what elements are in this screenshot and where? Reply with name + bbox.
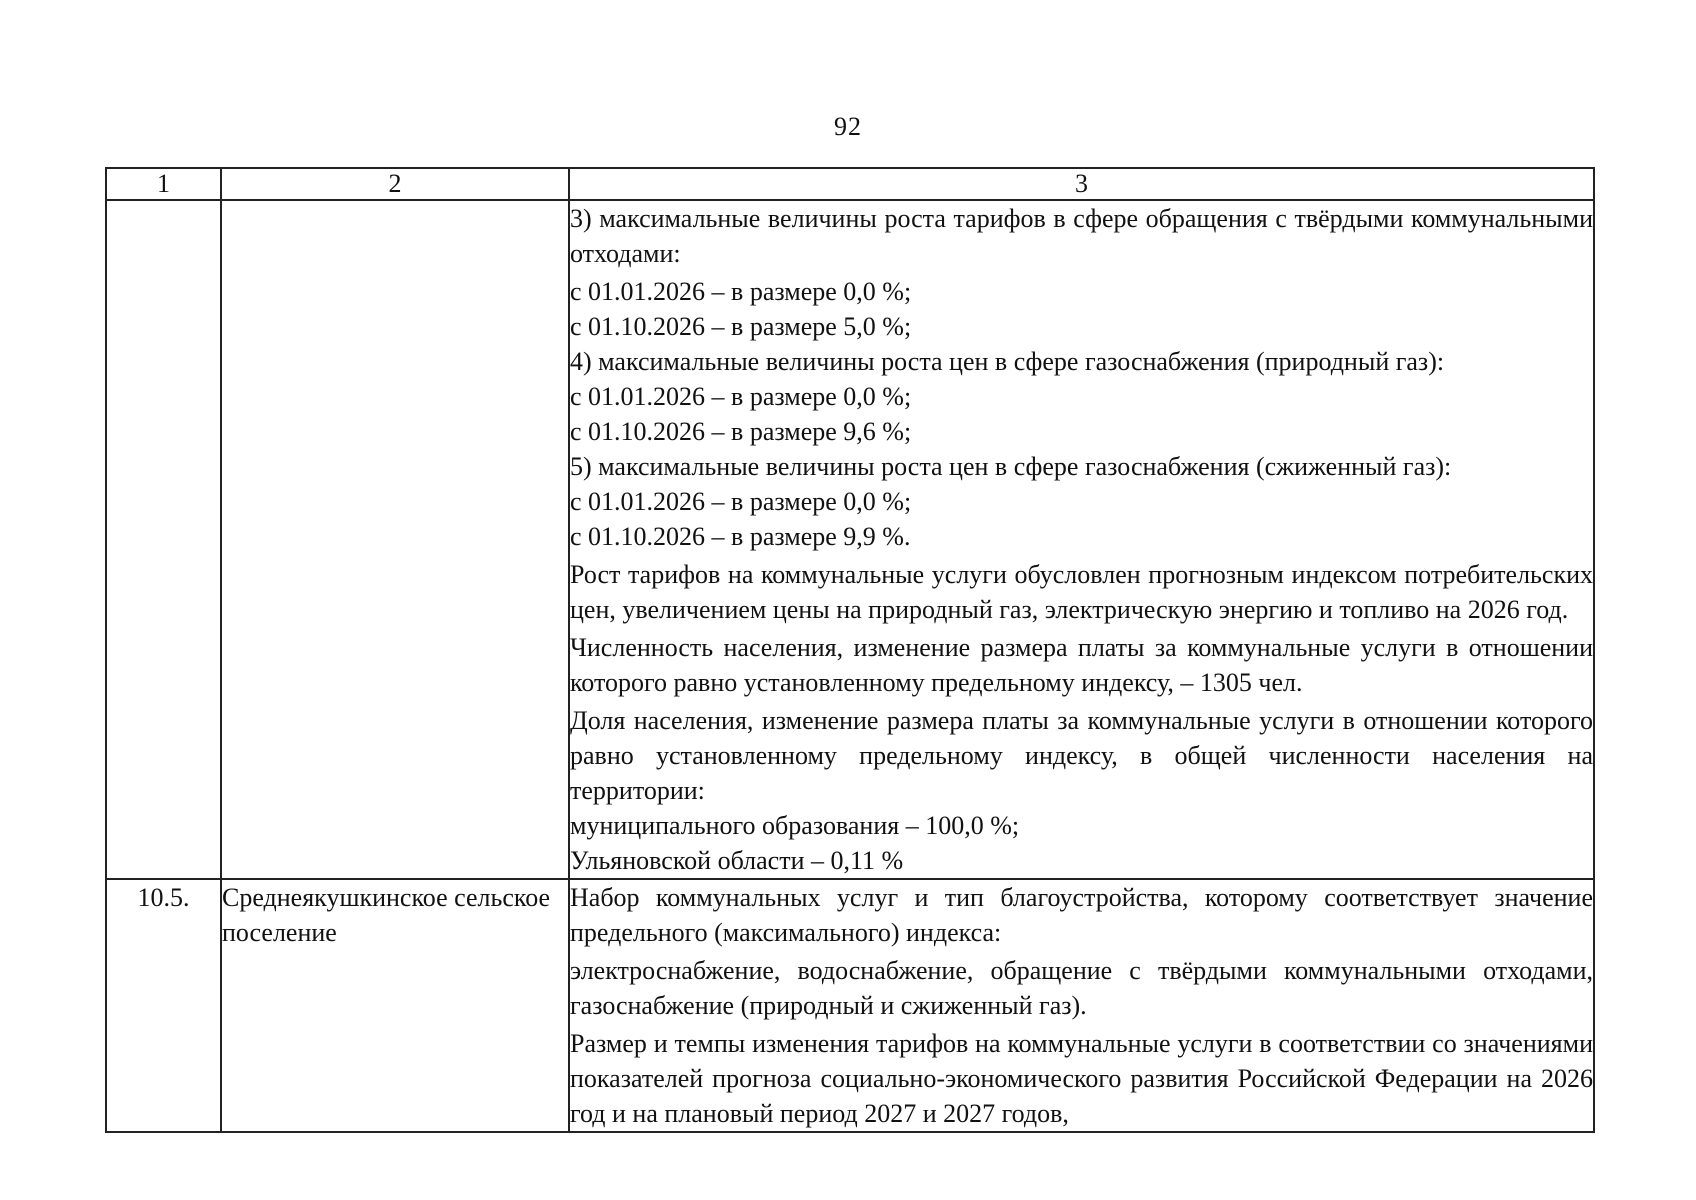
share-line: Ульяновской области – 0,11 % [570,846,904,875]
tariff-table [105,167,1595,1133]
paragraph: Рост тарифов на коммунальные услуги обусловлен прогнозным индексом потребительских цен, увеличением цены на природный газ, электрическую энергию и топливо на 2026 год. [570,560,1593,624]
paragraph: Набор коммунальных услуг и тип благоустройства, которому соответствует значение предельного (максимального) индекса: [570,883,1593,947]
municipality-name-cell [221,200,569,879]
table-header-row [106,168,1594,200]
content-cell [569,879,1594,1132]
column-header-1: 1 [106,168,221,200]
paragraph: Численность населения, изменение размера платы за коммунальные услуги в отношении которого равно установленному предельному индексу, – 1305 чел. [570,633,1593,697]
page-number: 92 [834,112,862,141]
paragraph: 5) максимальные величины роста цен в сфере газоснабжения (сжиженный газ): [570,452,1452,481]
municipality-name-cell: Среднеякушкинское сельское поселение [221,879,569,1132]
date-rate-line: с 01.01.2026 – в размере 0,0 %; [570,487,912,516]
content-cell [569,200,1594,879]
paragraph: 3) максимальные величины роста тарифов в сфере обращения с твёрдыми коммунальными отходами: [570,204,1593,268]
paragraph: Размер и темпы изменения тарифов на коммунальные услуги в соответствии со значениями показателей прогноза социально-экономического развития Российской Федерации на 2026 год и на плановый период 2027 и 2027 годов, [570,1029,1593,1128]
row-number-cell [106,200,221,879]
column-header-2: 2 [221,168,569,200]
column-header-3: 3 [569,168,1594,200]
date-rate-line: с 01.01.2026 – в размере 0,0 %; [570,277,912,306]
table-row [106,879,1594,1132]
date-rate-line: с 01.10.2026 – в размере 9,6 %; [570,417,912,446]
paragraph: Доля населения, изменение размера платы за коммунальные услуги в отношении которого равно установленному предельному индексу, в общей численности населения на территории: [570,706,1593,805]
paragraph: электроснабжение, водоснабжение, обращение с твёрдыми коммунальными отходами, газоснабжение (природный и сжиженный газ). [570,956,1593,1020]
date-rate-line: с 01.01.2026 – в размере 0,0 %; [570,382,912,411]
share-line: муниципального образования – 100,0 %; [570,811,1020,840]
paragraph: 4) максимальные величины роста цен в сфере газоснабжения (природный газ): [570,347,1445,376]
row-number-cell: 10.5. [106,879,221,1132]
date-rate-line: с 01.10.2026 – в размере 9,9 %. [570,522,911,551]
table-row [106,200,1594,879]
date-rate-line: с 01.10.2026 – в размере 5,0 %; [570,312,912,341]
